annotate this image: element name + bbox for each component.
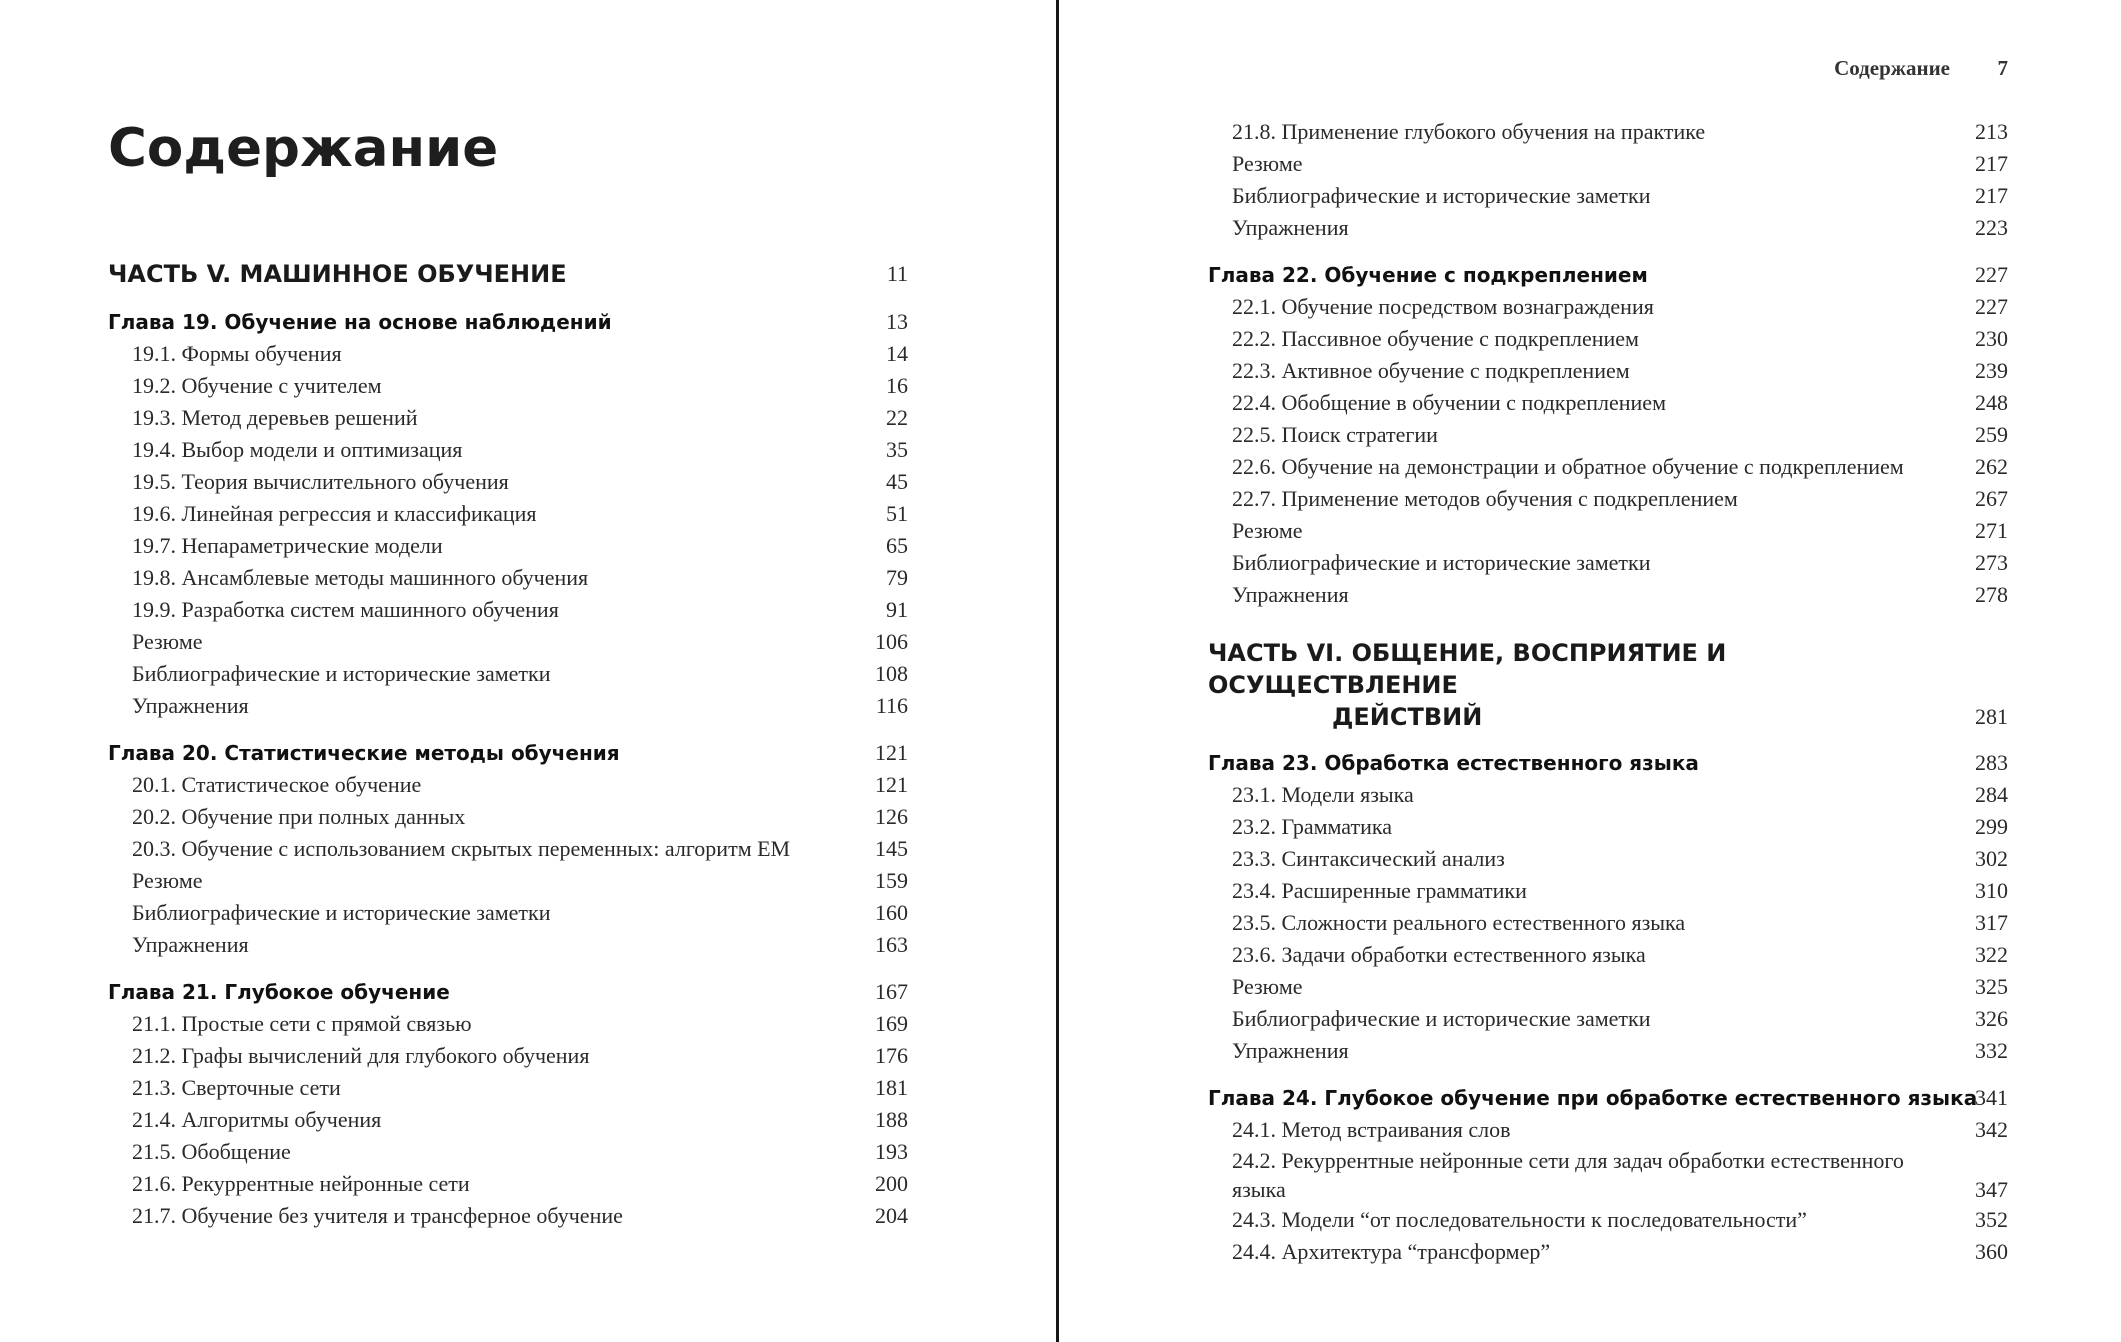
entry-label: 19.6. Линейная регрессия и классификация bbox=[132, 501, 537, 526]
entry-label: 19.3. Метод деревьев решений bbox=[132, 405, 418, 430]
entry-label: 22.3. Активное обучение с подкреплением bbox=[1232, 358, 1630, 383]
entry-label: 19.2. Обучение с учителем bbox=[132, 373, 382, 398]
toc-entry[interactable] bbox=[108, 897, 908, 929]
entry-label: 23.3. Синтаксический анализ bbox=[1232, 846, 1505, 871]
part-label-line1: ЧАСТЬ VI. ОБЩЕНИЕ, ВОСПРИЯТИЕ И ОСУЩЕСТВЛЕНИЕ bbox=[1208, 639, 1727, 699]
toc-entry[interactable] bbox=[108, 594, 908, 626]
entry-label: 21.5. Обобщение bbox=[132, 1139, 291, 1164]
toc-entry[interactable] bbox=[1208, 811, 2008, 843]
entry-label: 19.4. Выбор модели и оптимизация bbox=[132, 437, 463, 462]
entry-label: 21.8. Применение глубокого обучения на практике bbox=[1232, 119, 1706, 144]
page-number: 22 bbox=[886, 405, 908, 430]
page-number: 200 bbox=[875, 1171, 908, 1196]
toc-entry[interactable] bbox=[1208, 419, 2008, 451]
toc-entry[interactable] bbox=[1208, 779, 2008, 811]
toc-entry[interactable] bbox=[1208, 451, 2008, 483]
page-number: 325 bbox=[1975, 974, 2008, 999]
page-number: 281 bbox=[1975, 704, 2008, 729]
entry-label: 24.1. Метод встраивания слов bbox=[1232, 1117, 1511, 1142]
toc-chapter[interactable] bbox=[108, 737, 908, 769]
toc-entry[interactable] bbox=[1208, 1003, 2008, 1035]
chapter-label: Глава 22. Обучение с подкреплением bbox=[1208, 263, 1648, 287]
page-number: 310 bbox=[1975, 878, 2008, 903]
toc-entry[interactable] bbox=[1208, 1204, 2008, 1236]
page-number: 248 bbox=[1975, 390, 2008, 415]
chapter-label: Глава 24. Глубокое обучение при обработке естественного языка bbox=[1208, 1086, 1978, 1110]
entry-label: 23.6. Задачи обработки естественного языка bbox=[1232, 942, 1646, 967]
page-number: 341 bbox=[1975, 1085, 2008, 1110]
entry-label: 19.5. Теория вычислительного обучения bbox=[132, 469, 509, 494]
page-number: 106 bbox=[875, 629, 908, 654]
page-number: 332 bbox=[1975, 1038, 2008, 1063]
page-number: 159 bbox=[875, 868, 908, 893]
page-number: 108 bbox=[875, 661, 908, 686]
toc-entry[interactable] bbox=[108, 658, 908, 690]
toc-entry[interactable] bbox=[108, 1072, 908, 1104]
toc-chapter[interactable] bbox=[108, 976, 908, 1008]
toc-entry[interactable] bbox=[1208, 387, 2008, 419]
page-number: 283 bbox=[1975, 750, 2008, 775]
page-number: 347 bbox=[1975, 1177, 2008, 1202]
page-number: 342 bbox=[1975, 1117, 2008, 1142]
toc-entry[interactable] bbox=[1208, 212, 2008, 244]
entry-label: Резюме bbox=[132, 868, 203, 893]
entry-label: 20.3. Обучение с использованием скрытых переменных: алгоритм EM bbox=[132, 836, 791, 861]
entry-label: Библиографические и исторические заметки bbox=[132, 661, 551, 686]
page-number: 262 bbox=[1975, 454, 2008, 479]
page-number: 126 bbox=[875, 804, 908, 829]
page-number: 259 bbox=[1975, 422, 2008, 447]
entry-label: 19.9. Разработка систем машинного обучения bbox=[132, 597, 559, 622]
toc-entry[interactable] bbox=[1208, 180, 2008, 212]
entry-label: Резюме bbox=[1232, 518, 1303, 543]
toc-entry[interactable] bbox=[108, 1200, 908, 1232]
toc-entry[interactable] bbox=[108, 434, 908, 466]
right-page bbox=[1208, 0, 2008, 1342]
page-number: 65 bbox=[886, 533, 908, 558]
page-title: Содержание bbox=[108, 118, 499, 179]
toc-entry[interactable] bbox=[108, 498, 908, 530]
toc-entry[interactable] bbox=[1208, 323, 2008, 355]
page-number: 51 bbox=[886, 501, 908, 526]
toc-entry[interactable] bbox=[108, 769, 908, 801]
toc-part[interactable] bbox=[108, 258, 908, 290]
page-number: 317 bbox=[1975, 910, 2008, 935]
page-number: 227 bbox=[1975, 262, 2008, 287]
toc-entry[interactable] bbox=[108, 1040, 908, 1072]
entry-label: 24.4. Архитектура “трансформер” bbox=[1232, 1239, 1551, 1264]
entry-label: 21.3. Сверточные сети bbox=[132, 1075, 341, 1100]
entry-label: Упражнения bbox=[1232, 1038, 1349, 1063]
toc-right bbox=[1208, 116, 2008, 1268]
entry-label: Упражнения bbox=[132, 693, 249, 718]
entry-label: 22.5. Поиск стратегии bbox=[1232, 422, 1438, 447]
entry-label: 23.2. Грамматика bbox=[1232, 814, 1392, 839]
toc-left bbox=[108, 258, 908, 1232]
page-number: 116 bbox=[875, 693, 908, 718]
page-number: 352 bbox=[1975, 1207, 2008, 1232]
running-head-title: Содержание bbox=[1834, 56, 1950, 80]
page-number: 45 bbox=[886, 469, 908, 494]
entry-label: Библиографические и исторические заметки bbox=[1232, 550, 1651, 575]
chapter-label: Глава 20. Статистические методы обучения bbox=[108, 741, 620, 765]
entry-label: 21.6. Рекуррентные нейронные сети bbox=[132, 1171, 470, 1196]
entry-label: 22.6. Обучение на демонстрации и обратное обучение с подкреплением bbox=[1232, 454, 1904, 479]
toc-chapter[interactable] bbox=[108, 306, 908, 338]
entry-label: 20.1. Статистическое обучение bbox=[132, 772, 422, 797]
toc-entry[interactable] bbox=[1208, 483, 2008, 515]
page-number: 230 bbox=[1975, 326, 2008, 351]
page-number: 299 bbox=[1975, 814, 2008, 839]
toc-entry[interactable] bbox=[1208, 579, 2008, 611]
entry-label: Упражнения bbox=[132, 932, 249, 957]
page-number: 91 bbox=[886, 597, 908, 622]
page-number: 217 bbox=[1975, 183, 2008, 208]
page-number: 223 bbox=[1975, 215, 2008, 240]
toc-entry[interactable] bbox=[1208, 515, 2008, 547]
page-number: 181 bbox=[875, 1075, 908, 1100]
entry-label: Резюме bbox=[132, 629, 203, 654]
entry-label: 22.7. Применение методов обучения с подкреплением bbox=[1232, 486, 1738, 511]
entry-label: 21.2. Графы вычислений для глубокого обучения bbox=[132, 1043, 590, 1068]
entry-label: 19.7. Непараметрические модели bbox=[132, 533, 443, 558]
toc-entry[interactable] bbox=[1208, 907, 2008, 939]
page-number: 188 bbox=[875, 1107, 908, 1132]
page-number: 271 bbox=[1975, 518, 2008, 543]
toc-entry[interactable] bbox=[1208, 843, 2008, 875]
toc-entry[interactable] bbox=[1208, 148, 2008, 180]
running-head bbox=[1208, 56, 2008, 86]
entry-label: Упражнения bbox=[1232, 582, 1349, 607]
entry-label: 24.2. Рекуррентные нейронные сети для задач обработки естественного языка bbox=[1232, 1148, 1904, 1202]
toc-entry[interactable] bbox=[1208, 939, 2008, 971]
page-number: 121 bbox=[875, 740, 908, 765]
entry-label: Библиографические и исторические заметки bbox=[132, 900, 551, 925]
toc-chapter[interactable] bbox=[1208, 259, 2008, 291]
toc-entry[interactable] bbox=[108, 690, 908, 722]
entry-label: Резюме bbox=[1232, 151, 1303, 176]
page-number: 11 bbox=[886, 261, 908, 286]
toc-entry[interactable] bbox=[1208, 116, 2008, 148]
toc-entry[interactable] bbox=[108, 1008, 908, 1040]
toc-entry[interactable] bbox=[108, 370, 908, 402]
toc-entry[interactable] bbox=[108, 1168, 908, 1200]
chapter-label: Глава 21. Глубокое обучение bbox=[108, 980, 450, 1004]
page-number: 163 bbox=[875, 932, 908, 957]
page-number: 35 bbox=[886, 437, 908, 462]
page-number: 322 bbox=[1975, 942, 2008, 967]
page-number: 167 bbox=[875, 979, 908, 1004]
entry-label: Библиографические и исторические заметки bbox=[1232, 1006, 1651, 1031]
entry-label: 22.1. Обучение посредством вознаграждения bbox=[1232, 294, 1654, 319]
toc-entry[interactable] bbox=[1208, 1114, 2008, 1146]
entry-label: 22.4. Обобщение в обучении с подкреплением bbox=[1232, 390, 1666, 415]
part-label-line2: ДЕЙСТВИЙ bbox=[1332, 703, 1483, 731]
entry-label: 21.4. Алгоритмы обучения bbox=[132, 1107, 382, 1132]
toc-entry[interactable] bbox=[108, 929, 908, 961]
chapter-label: Глава 19. Обучение на основе наблюдений bbox=[108, 310, 612, 334]
entry-label: 22.2. Пассивное обучение с подкреплением bbox=[1232, 326, 1639, 351]
toc-entry[interactable] bbox=[1208, 971, 2008, 1003]
page-number: 16 bbox=[886, 373, 908, 398]
entry-label: 20.2. Обучение при полных данных bbox=[132, 804, 466, 829]
page-number: 302 bbox=[1975, 846, 2008, 871]
entry-label: 23.4. Расширенные грамматики bbox=[1232, 878, 1527, 903]
entry-label: 19.1. Формы обучения bbox=[132, 341, 342, 366]
page-number: 193 bbox=[875, 1139, 908, 1164]
page-number: 176 bbox=[875, 1043, 908, 1068]
toc-entry[interactable] bbox=[108, 338, 908, 370]
toc-entry[interactable] bbox=[108, 466, 908, 498]
toc-entry[interactable] bbox=[108, 801, 908, 833]
page-number: 284 bbox=[1975, 782, 2008, 807]
page-number: 239 bbox=[1975, 358, 2008, 383]
page-number: 13 bbox=[886, 309, 908, 334]
toc-entry[interactable] bbox=[108, 530, 908, 562]
toc-entry[interactable] bbox=[1208, 355, 2008, 387]
part-label: ЧАСТЬ V. МАШИННОЕ ОБУЧЕНИЕ bbox=[108, 260, 567, 288]
toc-entry[interactable] bbox=[1208, 1035, 2008, 1067]
page-number: 213 bbox=[1975, 119, 2008, 144]
toc-entry[interactable] bbox=[1208, 875, 2008, 907]
entry-label: 21.1. Простые сети с прямой связью bbox=[132, 1011, 472, 1036]
chapter-label: Глава 23. Обработка естественного языка bbox=[1208, 751, 1699, 775]
page-number: 145 bbox=[875, 836, 908, 861]
entry-label: 21.7. Обучение без учителя и трансферное обучение bbox=[132, 1203, 623, 1228]
page-number: 227 bbox=[1975, 294, 2008, 319]
page-number: 267 bbox=[1975, 486, 2008, 511]
page-number: 14 bbox=[886, 341, 908, 366]
toc-entry[interactable] bbox=[108, 402, 908, 434]
running-head-page: 7 bbox=[1997, 56, 2008, 80]
toc-entry[interactable] bbox=[108, 833, 908, 865]
page-number: 326 bbox=[1975, 1006, 2008, 1031]
page-number: 278 bbox=[1975, 582, 2008, 607]
page-number: 217 bbox=[1975, 151, 2008, 176]
left-page bbox=[108, 0, 908, 1342]
page-number: 360 bbox=[1975, 1239, 2008, 1264]
toc-part[interactable] bbox=[1208, 637, 2008, 733]
entry-label: Резюме bbox=[1232, 974, 1303, 999]
toc-entry[interactable] bbox=[108, 626, 908, 658]
page-number: 204 bbox=[875, 1203, 908, 1228]
toc-entry[interactable] bbox=[1208, 547, 2008, 579]
toc-chapter[interactable] bbox=[1208, 747, 2008, 779]
toc-entry[interactable] bbox=[1208, 1236, 2008, 1268]
entry-label: 19.8. Ансамблевые методы машинного обучения bbox=[132, 565, 589, 590]
page-number: 273 bbox=[1975, 550, 2008, 575]
page-number: 121 bbox=[875, 772, 908, 797]
page-number: 160 bbox=[875, 900, 908, 925]
toc-entry[interactable] bbox=[1208, 1146, 2008, 1204]
toc-entry[interactable] bbox=[108, 562, 908, 594]
toc-entry[interactable] bbox=[1208, 291, 2008, 323]
toc-entry[interactable] bbox=[108, 1104, 908, 1136]
entry-label: Упражнения bbox=[1232, 215, 1349, 240]
entry-label: 23.1. Модели языка bbox=[1232, 782, 1414, 807]
toc-entry[interactable] bbox=[108, 1136, 908, 1168]
page-number: 79 bbox=[886, 565, 908, 590]
toc-entry[interactable] bbox=[108, 865, 908, 897]
entry-label: 24.3. Модели “от последовательности к последовательности” bbox=[1232, 1207, 1807, 1232]
page-number: 169 bbox=[875, 1011, 908, 1036]
toc-chapter[interactable] bbox=[1208, 1082, 2008, 1114]
entry-label: Библиографические и исторические заметки bbox=[1232, 183, 1651, 208]
entry-label: 23.5. Сложности реального естественного языка bbox=[1232, 910, 1686, 935]
book-spine bbox=[1056, 0, 1059, 1342]
